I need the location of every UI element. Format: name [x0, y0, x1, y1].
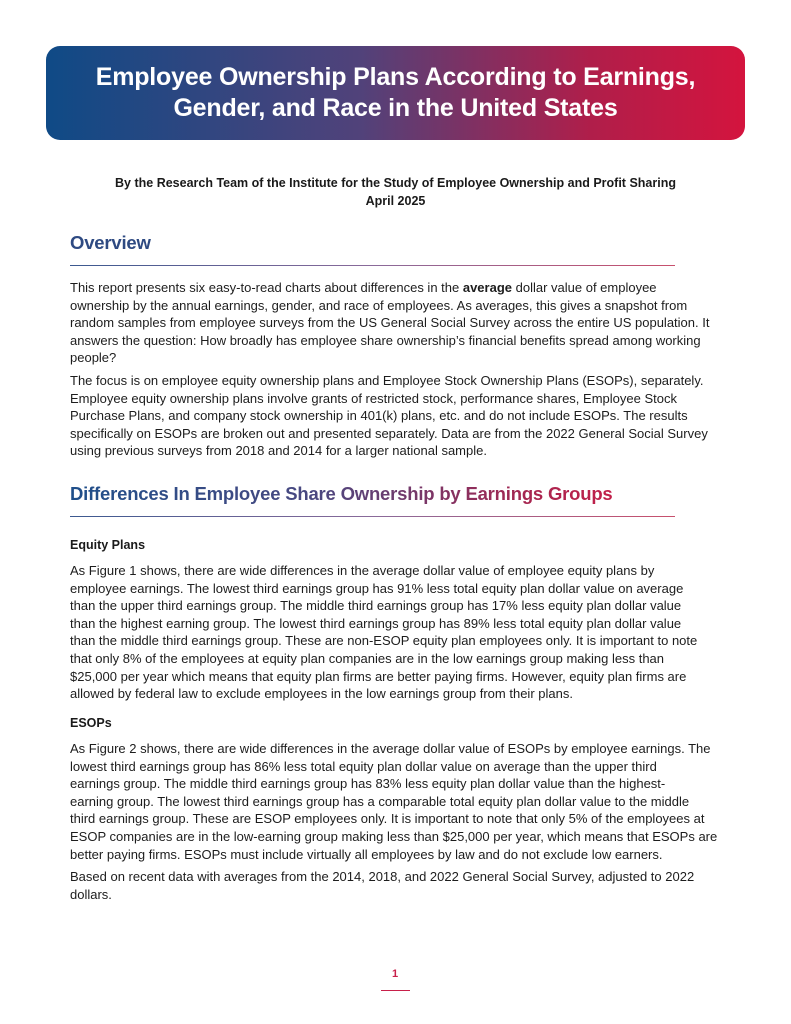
esops-heading: ESOPs — [70, 716, 112, 730]
text-line — [70, 279, 725, 297]
text-line: than the middle third earnings group. These are non-ESOP equity plan employees only. It is important to note — [70, 633, 698, 649]
section-divider — [70, 516, 675, 517]
text-line: allowed by federal law to exclude employees in the low earnings group from their plans. — [70, 686, 573, 702]
differences-heading: Differences In Employee Share Ownership by Earnings Groups — [70, 483, 613, 504]
text-line: Purchase Plans, and company stock ownership in 401(k) plans, etc. and do not include ESOPs. The results — [70, 408, 688, 424]
page-title-line-1: Employee Ownership Plans According to Earnings, — [95, 63, 696, 91]
equity-plans-heading: Equity Plans — [70, 538, 146, 552]
text-line: answers the question: How broadly has employee share ownership’s financial benefits spread among working — [70, 332, 701, 348]
text-line: Based on recent data with averages from the 2014, 2018, and 2022 General Social Survey, adjusted to 2022 — [70, 869, 695, 884]
text-line: earning group. The lowest third earnings group has a comparable total equity plan dollar value to the middle — [70, 793, 690, 809]
text-line: people? — [70, 350, 117, 366]
text-line: ownership by the annual earnings, gender, and race of employees. As averages, this gives a snapshot from — [70, 297, 688, 313]
text-line: lowest third earnings group has 86% less total equity plan dollar value on average than the upper third — [70, 758, 657, 774]
text-line: that only 8% of the employees at equity plan companies are in the low earnings group making less than — [70, 650, 665, 666]
text-line: specifically on ESOPs are broken out and presented separately. Data are from the 2022 General Social Survey — [70, 425, 708, 441]
text-line: The focus is on employee equity ownership plans and Employee Stock Ownership Plans (ESOPs), separately. — [70, 373, 704, 388]
overview-paragraph-1 — [70, 279, 725, 367]
overview-heading: Overview — [70, 232, 151, 253]
emphasis-average: average — [462, 280, 512, 295]
text-line: using previous surveys from 2018 and 2014 for a larger national sample. — [70, 443, 487, 459]
text-line: than the upper third earnings group. The middle third earnings group has 17% less equity plan dollar value — [70, 598, 682, 614]
data-note-paragraph — [70, 868, 725, 903]
title-banner — [46, 46, 745, 140]
equity-plans-paragraph — [70, 562, 725, 703]
section-divider — [70, 265, 675, 266]
text-line: random samples from employee surveys from the US General Social Survey across the entire US population. It — [70, 315, 710, 331]
page-title-line-2: Gender, and Race in the United States — [173, 94, 618, 122]
page-number-underline — [381, 990, 410, 991]
text-line: As Figure 1 shows, there are wide differences in the average dollar value of employee equity plans by — [70, 563, 655, 578]
text-line: dollars. — [70, 886, 112, 902]
page-number: 1 — [391, 968, 399, 980]
text-line: As Figure 2 shows, there are wide differences in the average dollar value of ESOPs by employee earnings. The — [70, 741, 711, 756]
text-span: dollar value of employee — [512, 280, 657, 295]
byline-date: April 2025 — [365, 194, 426, 208]
overview-paragraph-2 — [70, 372, 725, 460]
text-span: This report presents six easy-to-read charts about differences in the — [70, 280, 463, 295]
text-line: than the highest earning group. The lowest third earnings group has 89% less total equity plan dollar value — [70, 615, 682, 631]
text-line: ESOP companies are in the low-earning group making less than $25,000 per year, which means that ESOPs are — [70, 828, 718, 844]
byline — [70, 174, 721, 210]
text-line: $25,000 per year which means that equity plan firms are better paying firms. However, equity plan firms are — [70, 668, 687, 684]
text-line: earnings group. The middle third earnings group has 83% less equity plan dollar value than the highest- — [70, 776, 666, 792]
text-line: Employee equity ownership plans involve grants of restricted stock, performance shares, Employee Stock — [70, 390, 677, 406]
esops-paragraph — [70, 740, 725, 863]
byline-authors: By the Research Team of the Institute for the Study of Employee Ownership and Profit Sharing — [115, 176, 676, 190]
text-line: better paying firms. ESOPs must include virtually all employees by law and do not exclude low earners. — [70, 846, 663, 862]
text-line: employee earnings. The lowest third earnings group has 91% less total equity plan dollar value on average — [70, 580, 684, 596]
text-line: third earnings group. These are ESOP employees only. It is important to note that only 5% of the employees at — [70, 811, 705, 827]
